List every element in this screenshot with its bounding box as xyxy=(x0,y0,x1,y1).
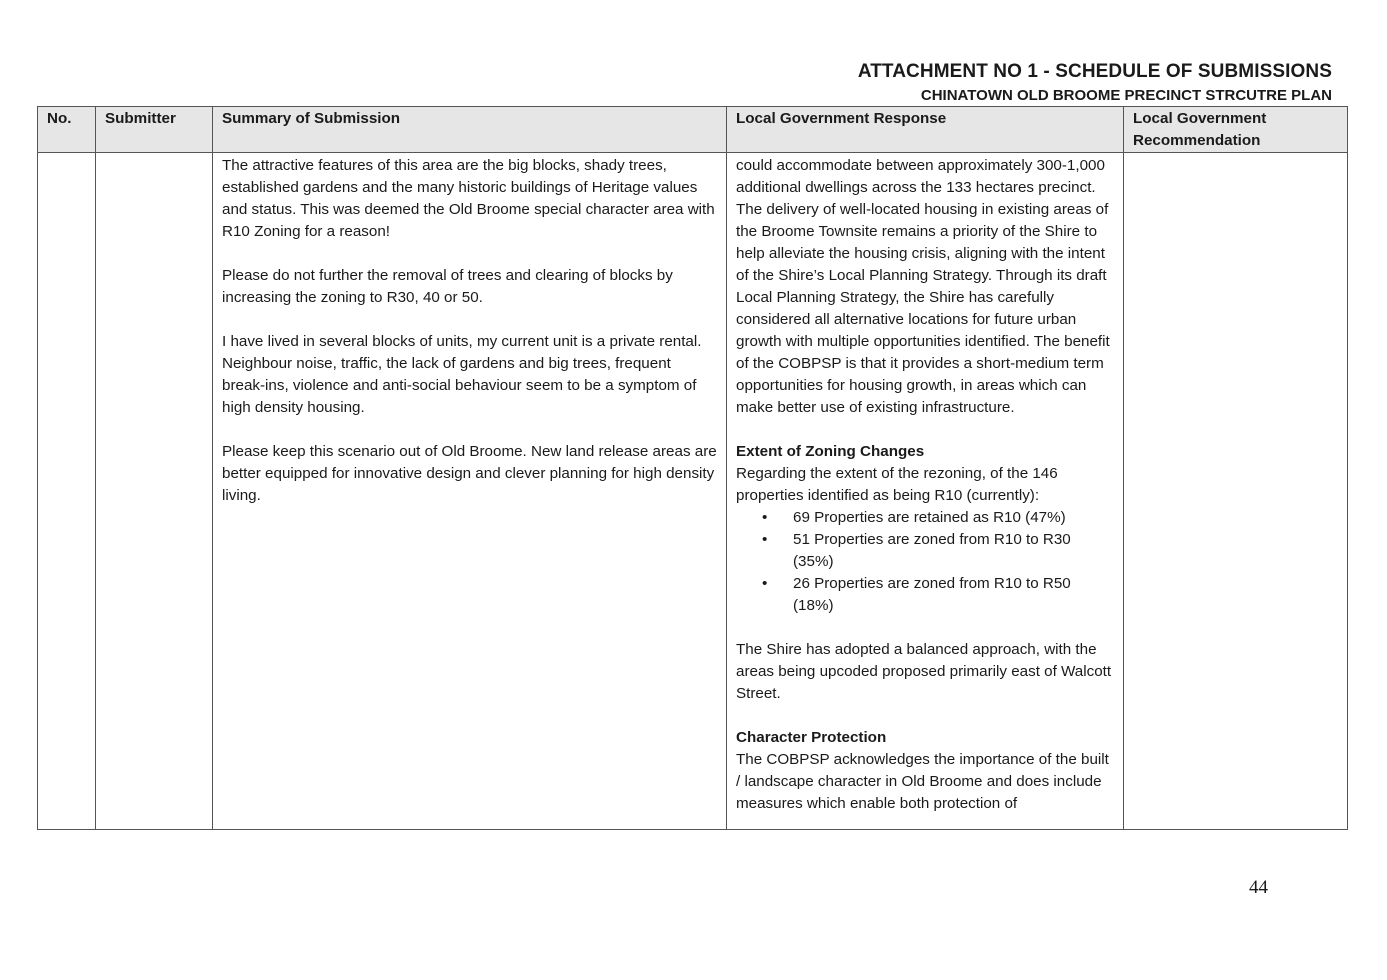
header-recommendation: Local Government Recommendation xyxy=(1124,107,1348,153)
header-summary: Summary of Submission xyxy=(213,107,727,153)
header-no: No. xyxy=(38,107,96,153)
cell-response xyxy=(727,153,1124,830)
balanced-approach-text: The Shire has adopted a balanced approach, with the areas being upcoded proposed primarily east of Walcott Street. xyxy=(736,641,1112,702)
document-title: ATTACHMENT NO 1 - SCHEDULE OF SUBMISSIONS xyxy=(857,61,1332,82)
summary-paragraph: I have lived in several blocks of units, my current unit is a private rental. Neighbour noise, traffic, the lack of gardens and big trees, frequent break-ins, violence and anti-social behaviour seem to be a symptom of high density housing. xyxy=(222,333,702,416)
header-submitter: Submitter xyxy=(96,107,213,153)
summary-paragraph: The attractive features of this area are the big blocks, shady trees, established gardens and the many historic buildings of Heritage values and status. This was deemed the Old Broome special character area with R10 Zoning for a reason! xyxy=(222,157,715,240)
extent-list xyxy=(736,507,1115,617)
list-item: • 51 Properties are zoned from R10 to R30 (35%) xyxy=(793,529,1115,573)
cell-summary xyxy=(213,153,727,830)
character-heading: Character Protection xyxy=(736,729,887,746)
extent-text: Regarding the extent of the rezoning, of the 146 properties identified as being R10 (currently): xyxy=(736,465,1058,504)
extent-heading: Extent of Zoning Changes xyxy=(736,443,925,460)
submissions-table xyxy=(37,106,1348,830)
cell-recommendation xyxy=(1124,153,1348,830)
cell-submitter xyxy=(96,153,213,830)
page-number: 44 xyxy=(1249,877,1268,898)
list-item: • 69 Properties are retained as R10 (47%) xyxy=(793,507,1115,529)
response-intro: could accommodate between approximately 300-1,000 additional dwellings across the 133 hectares precinct. The delivery of well-located housing in existing areas of the Broome Townsite remains a priority of the Shire to help alleviate the housing crisis, aligning with the intent of the Shire’s Local Planning Strategy. Through its draft Local Planning Strategy, the Shire has carefully considered all alternative locations for future urban growth with multiple opportunities identified. The benefit of the COBPSP is that it provides a short-medium term opportunities for housing growth, in areas which can make better use of existing infrastructure. xyxy=(736,157,1110,416)
character-text: The COBPSP acknowledges the importance of the built / landscape character in Old Broome and does include measures which enable both protection of xyxy=(736,751,1109,812)
table-row xyxy=(38,153,1348,830)
summary-paragraph: Please do not further the removal of trees and clearing of blocks by increasing the zoning to R30, 40 or 50. xyxy=(222,267,673,306)
header-response: Local Government Response xyxy=(727,107,1124,153)
list-item: • 26 Properties are zoned from R10 to R50 (18%) xyxy=(793,573,1115,617)
table-header-row xyxy=(38,107,1348,153)
document-subtitle: CHINATOWN OLD BROOME PRECINCT STRCUTRE PLAN xyxy=(920,87,1332,104)
summary-paragraph: Please keep this scenario out of Old Broome. New land release areas are better equipped for innovative design and clever planning for high density living. xyxy=(222,443,717,504)
cell-no xyxy=(38,153,96,830)
